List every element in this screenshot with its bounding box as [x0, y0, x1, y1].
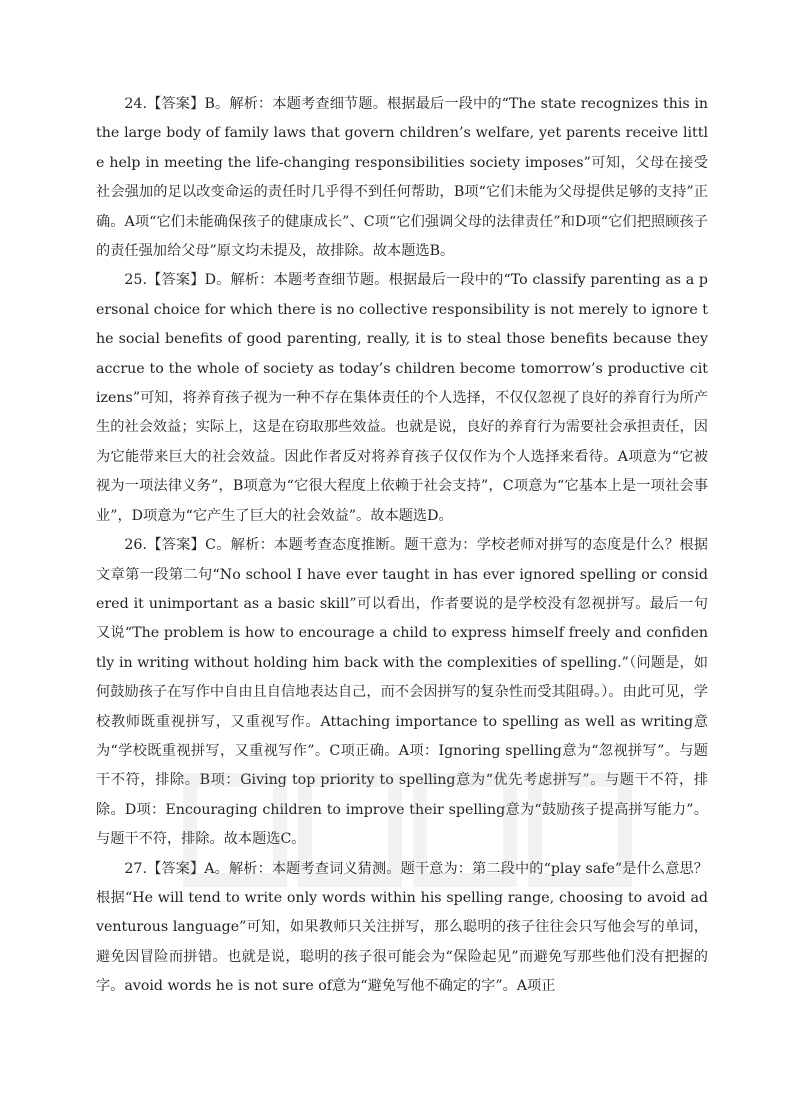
answer-24-choice: B — [204, 96, 215, 112]
answer-27-body: 。解析：本题考查词义猜测。题干意为：第二段中的“play safe”是什么意思？根据“He will tend to write only words within his spelling range, choosing to avoid adventurous language”可知，如果教师只关注拼写，那么聪明的孩子往往会只写他会写的单词，避免因冒险而拼错。也就是说，聪明的孩子很可能会为“保险起见”而避免写那些他们没有把握的字。avoid words he is not sure of意为“避免写他不确定的字”。A项正 — [96, 860, 708, 995]
answer-27-tag: 【答案】 — [146, 860, 205, 877]
answer-25-choice: D — [204, 272, 216, 289]
answer-24-number: 24. — [124, 96, 147, 112]
answer-26 — [96, 531, 708, 854]
answer-26-choice: C — [205, 537, 216, 554]
answer-25-body: 。解析：本题考查细节题。根据最后一段中的“To classify parenting as a personal choice for which there is no collective responsibility is not merely to ignore the social benefits of good parenting, really, it is to steal those benefits because they accrue to the whole of society as today’s children become tomorrow’s productive citizens”可知，将养育孩子视为一种不存在集体责任的个人选择，不仅仅忽视了良好的养育行为所产生的社会效益；实际上，这是在窃取那些效益。也就是说，良好的养育行为需要社会承担责任，因为它能带来巨大的社会效益。因此作者反对将养育孩子仅仅作为个人选择来看待。A项意为“它被视为一项法律义务”，B项意为“它很大程度上依赖于社会支持”，C项意为“它基本上是一项社会事业”，D项意为“它产生了巨大的社会效益”。故本题选D。 — [96, 272, 708, 524]
answer-26-body: 。解析：本题考查态度推断。题干意为：学校老师对拼写的态度是什么？根据文章第一段第二句“No school I have ever taught in has ever ignored spelling or considered it unimportant as a basic skill”可以看出，作者要说的是学校没有忽视拼写。最后一句又说“The problem is how to encourage a child to express himself freely and confidently in writing without holding him back with the complexities of spelling.”（问题是，如何鼓励孩子在写作中自由且自信地表达自己，而不会因拼写的复杂性而受其阻碍。）。由此可见，学校教师既重视拼写，又重视写作。Attaching importance to spelling as well as writing意为“学校既重视拼写，又重视写作”。C项正确。A项：Ignoring spelling意为“忽视拼写”。与题干不符，排除。B项：Giving top priority to spelling意为“优先考虑拼写”。与题干不符，排除。D项：Encouraging children to improve their spelling意为“鼓励孩子提高拼写能力”。与题干不符，排除。故本题选C。 — [96, 537, 708, 848]
answer-25 — [96, 266, 708, 531]
answer-24-body: 。解析：本题考查细节题。根据最后一段中的“The state recognizes this in the large body of family laws that govern children’s welfare, yet parents receive little help in meeting the life-changing responsibilities society imposes”可知，父母在接受社会强加的足以改变命运的责任时几乎得不到任何帮助，B项“它们未能为父母提供足够的支持”正确。A项“它们未能确保孩子的健康成长”、C项“它们强调父母的法律责任”和D项“它们把照顾孩子的责任强加给父母”原文均未提及，故排除。故本题选B。 — [96, 96, 708, 260]
answer-26-tag: 【答案】 — [146, 537, 206, 554]
answer-24-tag: 【答案】 — [146, 96, 205, 112]
answer-27-choice: A — [204, 860, 215, 877]
answer-25-number: 25. — [124, 272, 147, 289]
answer-25-tag: 【答案】 — [146, 272, 205, 289]
answer-24 — [96, 90, 708, 266]
answer-27 — [96, 855, 708, 1002]
answer-27-number: 27. — [124, 860, 147, 877]
answer-26-number: 26. — [124, 537, 147, 554]
